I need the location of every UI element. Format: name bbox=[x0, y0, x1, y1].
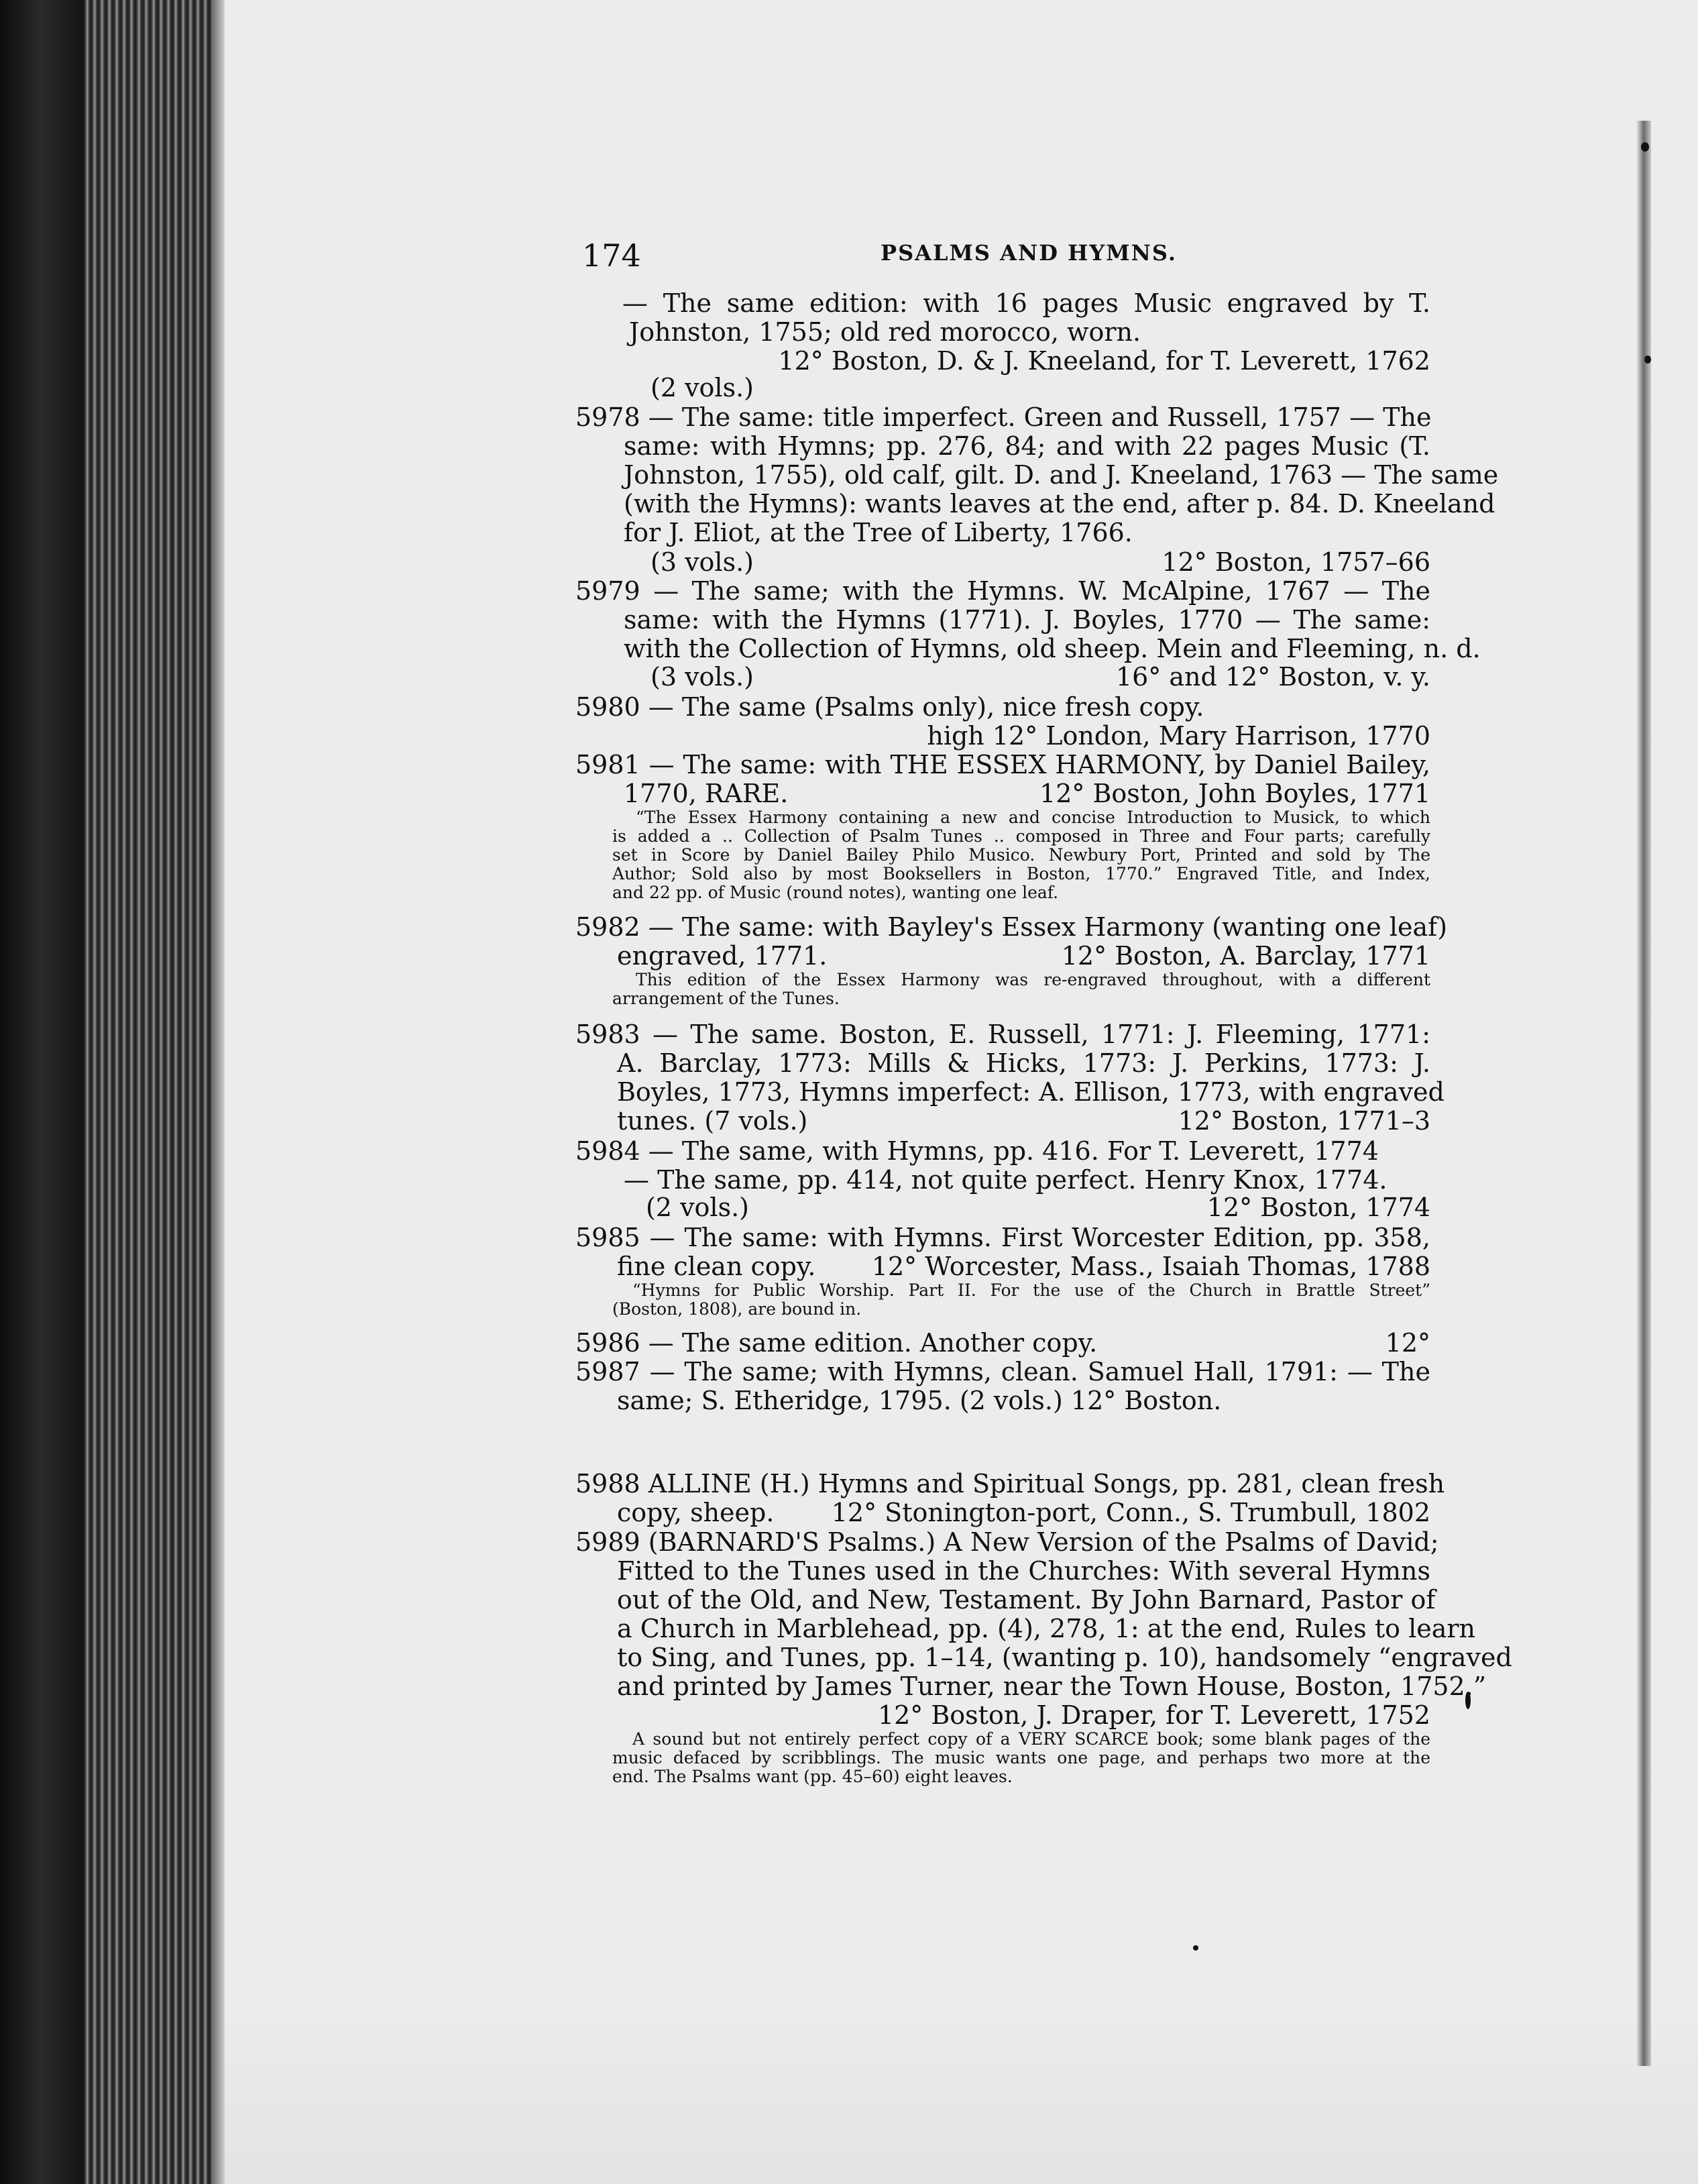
text-line: Johnston, 1755; old red morocco, worn. bbox=[629, 317, 1141, 347]
text-line: (with the Hymns): wants leaves at the end, after p. 84. D. Kneeland bbox=[624, 489, 1495, 518]
text-line: 12° Worcester, Mass., Isaiah Thomas, 1788 bbox=[871, 1252, 1430, 1281]
text-line: and printed by James Turner, near the Town House, Boston, 1752.” bbox=[617, 1672, 1487, 1701]
text-line: 12° Boston, 1757–66 bbox=[1162, 547, 1430, 577]
page-header bbox=[575, 228, 1430, 275]
text-line: same; S. Etheridge, 1795. (2 vols.) 12° Boston. bbox=[617, 1386, 1222, 1415]
text-line: to Sing, and Tunes, pp. 1–14, (wanting p. 10), handsomely “engraved bbox=[617, 1643, 1512, 1672]
text-line: This edition of the Essex Harmony was re-engraved throughout, with a different bbox=[636, 970, 1430, 989]
text-line: copy, sheep. bbox=[617, 1498, 775, 1527]
text-line: Johnston, 1755), old calf, gilt. D. and J. Kneeland, 1763 — The same bbox=[624, 460, 1499, 490]
text-line: (3 vols.) bbox=[650, 547, 754, 577]
page-bottom-margin bbox=[225, 2012, 1698, 2184]
text-line: 5981 — The same: with THE ESSEX HARMONY, by Daniel Bailey, bbox=[575, 750, 1430, 779]
text-line: Author; Sold also by most Booksellers in Boston, 1770.” Engraved Title, and Index, bbox=[612, 864, 1430, 883]
speck bbox=[1644, 356, 1651, 364]
text-line: 5983 — The same. Boston, E. Russell, 1771: J. Fleeming, 1771: bbox=[575, 1020, 1430, 1049]
text-line: set in Score by Daniel Bailey Philo Musico. Newbury Port, Printed and sold by The bbox=[612, 845, 1430, 865]
text-line: 5986 — The same edition. Another copy. bbox=[575, 1328, 1098, 1358]
text-line: end. The Psalms want (pp. 45–60) eight leaves. bbox=[612, 1767, 1013, 1786]
right-page-shadow bbox=[1636, 121, 1651, 2066]
text-line: same: with Hymns; pp. 276, 84; and with 22 pages Music (T. bbox=[624, 431, 1430, 461]
text-line: — The same, pp. 414, not quite perfect. Henry Knox, 1774. bbox=[624, 1165, 1388, 1195]
text-line: 12° Boston, J. Draper, for T. Leverett, 1752 bbox=[877, 1700, 1430, 1730]
text-line: 5989 (BARNARD'S Psalms.) A New Version of the Psalms of David; bbox=[575, 1527, 1439, 1557]
book-binding-edge bbox=[0, 0, 84, 2184]
text-line: “Hymns for Public Worship. Part II. For the use of the Church in Brattle Street” bbox=[632, 1280, 1430, 1300]
text-line: engraved, 1771. bbox=[617, 941, 828, 971]
text-line: 16° and 12° Boston, v. y. bbox=[1115, 662, 1430, 692]
text-line: 12° Boston, 1774 bbox=[1206, 1193, 1430, 1222]
text-line: 1770, RARE. bbox=[624, 779, 789, 808]
text-line: for J. Eliot, at the Tree of Liberty, 1766. bbox=[624, 518, 1133, 547]
text-line: (3 vols.) bbox=[650, 662, 754, 692]
text-line: a Church in Marblehead, pp. (4), 278, 1: at the end, Rules to learn bbox=[617, 1614, 1476, 1643]
stacked-page-edges bbox=[84, 0, 225, 2184]
text-line: arrangement of the Tunes. bbox=[612, 989, 840, 1008]
text-line: 5987 — The same; with Hymns, clean. Samuel Hall, 1791: — The bbox=[575, 1357, 1430, 1386]
text-line: Fitted to the Tunes used in the Churches: With several Hymns bbox=[617, 1556, 1430, 1586]
text-line: A sound but not entirely perfect copy of a VERY SCARCE book; some blank pages of the bbox=[632, 1729, 1430, 1749]
text-line: 12° bbox=[1385, 1328, 1430, 1358]
text-line: fine clean copy. bbox=[617, 1252, 816, 1281]
text-line: and 22 pp. of Music (round notes), wanting one leaf. bbox=[612, 883, 1059, 902]
text-line: “The Essex Harmony containing a new and concise Introduction to Musick, to which bbox=[636, 808, 1430, 827]
text-line: same: with the Hymns (1771). J. Boyles, 1770 — The same: bbox=[624, 605, 1430, 635]
text-line: 12° Boston, John Boyles, 1771 bbox=[1039, 779, 1430, 808]
text-line: 5982 — The same: with Bayley's Essex Harmony (wanting one leaf) bbox=[575, 912, 1448, 942]
text-line: — The same edition: with 16 pages Music engraved by T. bbox=[622, 288, 1430, 318]
text-line: (Boston, 1808), are bound in. bbox=[612, 1299, 862, 1319]
text-line: 12° Stonington-port, Conn., S. Trumbull, 1802 bbox=[831, 1498, 1430, 1527]
text-line: 5979 — The same; with the Hymns. W. McAlpine, 1767 — The bbox=[575, 576, 1430, 606]
text-line: Boyles, 1773, Hymns imperfect: A. Ellison, 1773, with engraved bbox=[617, 1077, 1445, 1107]
text-line: (2 vols.) bbox=[650, 373, 754, 402]
text-line: is added a .. Collection of Psalm Tunes .. composed in Three and Four parts; carefully bbox=[612, 826, 1430, 846]
text-line: A. Barclay, 1773: Mills & Hicks, 1773: J. Perkins, 1773: J. bbox=[617, 1048, 1430, 1078]
text-line: 5978 — The same: title imperfect. Green and Russell, 1757 — The bbox=[575, 402, 1432, 432]
text-line: 5984 — The same, with Hymns, pp. 416. For T. Leverett, 1774 bbox=[575, 1136, 1379, 1166]
speck bbox=[1641, 142, 1649, 152]
text-line: music defaced by scribblings. The music wants one page, and perhaps two more at the bbox=[612, 1748, 1430, 1767]
text-line: high 12° London, Mary Harrison, 1770 bbox=[927, 721, 1430, 751]
text-line: 5985 — The same: with Hymns. First Worcester Edition, pp. 358, bbox=[575, 1223, 1430, 1252]
text-line: tunes. (7 vols.) bbox=[617, 1106, 808, 1136]
text-line: (2 vols.) bbox=[646, 1193, 749, 1222]
text-line: with the Collection of Hymns, old sheep. Mein and Fleeming, n. d. bbox=[624, 634, 1481, 663]
text-line: 5980 — The same (Psalms only), nice fresh copy. bbox=[575, 692, 1204, 722]
running-title: PSALMS AND HYMNS. bbox=[881, 240, 1177, 266]
speck bbox=[1193, 1945, 1198, 1951]
page-number: 174 bbox=[582, 237, 641, 274]
text-line: 5988 ALLINE (H.) Hymns and Spiritual Songs, pp. 281, clean fresh bbox=[575, 1469, 1445, 1498]
text-line: 12° Boston, 1771–3 bbox=[1178, 1106, 1430, 1136]
text-line: 12° Boston, D. & J. Kneeland, for T. Leverett, 1762 bbox=[778, 346, 1430, 376]
text-line: 12° Boston, A. Barclay, 1771 bbox=[1061, 941, 1430, 971]
text-line: out of the Old, and New, Testament. By John Barnard, Pastor of bbox=[617, 1585, 1436, 1615]
